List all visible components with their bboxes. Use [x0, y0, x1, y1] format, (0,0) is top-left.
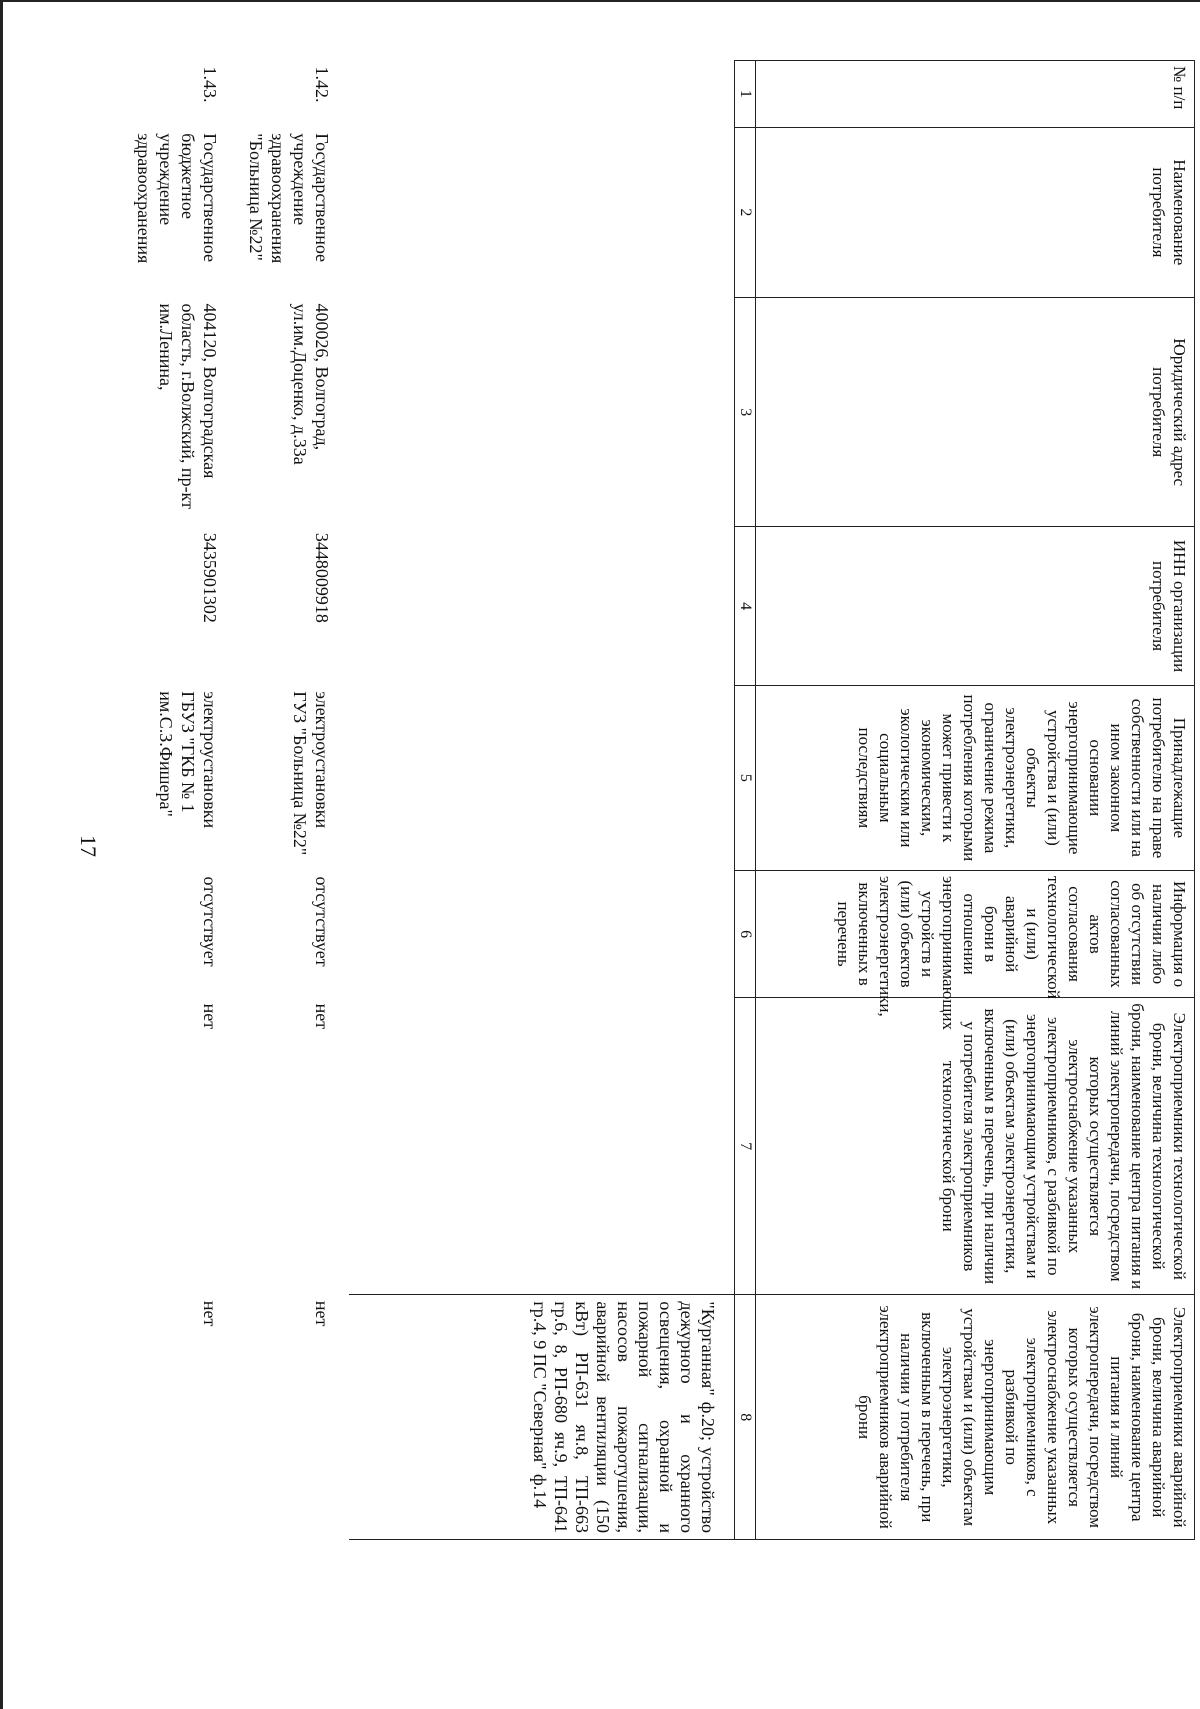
- header-acts: Информация о наличии либо об отсутствии согласованных актов согласования технологической и (или) аварийной брони в отношении энергопринимающих устройств и (или) объектов электроэнергетики, включенных в перечень: [756, 871, 1195, 998]
- devices: электроустановки ГУЗ "Больница №22": [290, 691, 333, 856]
- column-number-row: [735, 61, 756, 1540]
- header-consumer-name: Наименование потребителя: [756, 127, 1195, 297]
- consumer-name: Государственное учреждение здравоохранения "Больница №22": [246, 133, 333, 264]
- header-emergency-reserve: Электроприемники аварийной брони, величина аварийной брони, наименование центра питания и линий электропередачи, посредством которых осуществляется электроснабжение указанных электроприемников, с разбивкой по энергопринимающим устройствам и (или) объектам электроэнергетики, включенным в перечень, при наличии у потребителя электроприемников аварийной брони: [756, 1295, 1195, 1540]
- page-edge-left: [0, 0, 3, 1709]
- legal-address: 400026, Волгоград, ул.им.Доценко, д.33а: [290, 303, 333, 465]
- header-technological-reserve: Электроприемники технологической брони, величина технологической брони, наименование центра питания и линий электропередачи, посредством которых осуществляется электроснабжение указанных электроприемников, с разбивкой по энергопринимающим устройствам и (или) объектам электроэнергетики, включенным в перечень, при наличии у потребителя электроприемников технологической брони: [756, 998, 1195, 1295]
- consumer-name: Государственное бюджетное учреждение здравоохранения: [134, 133, 221, 264]
- table-row: [238, 61, 350, 1540]
- column-number: 6: [735, 871, 756, 998]
- devices: электроустановки ГБУЗ "ГКБ № 1 им.С.З.Фишера": [156, 691, 221, 829]
- column-number: 3: [735, 297, 756, 526]
- row-number: 1.42.: [312, 66, 333, 103]
- inn-value: 3435901302: [200, 532, 221, 623]
- acts-status: отсутствует: [200, 876, 221, 967]
- table-row: [350, 61, 735, 1540]
- header-inn: ИНН организации потребителя: [756, 527, 1195, 685]
- rotated-page: [110, 60, 1195, 1590]
- column-number: 4: [735, 527, 756, 685]
- inn-value: 3448009918: [312, 532, 333, 623]
- table-row: [126, 61, 238, 1540]
- row-number: 1.43.: [200, 66, 221, 103]
- page-edge-top: [0, 0, 1200, 2]
- header-number: № п/п: [756, 61, 1195, 128]
- consumer-table: [126, 60, 1196, 1540]
- emergency-reserve: нет: [312, 1300, 333, 1327]
- column-number: 5: [735, 685, 756, 870]
- column-number: 1: [735, 61, 756, 128]
- column-number: 7: [735, 998, 756, 1295]
- emergency-reserve-continuation: "Курганная" ф.20; устройство дежурного и охранного освещения, охранной и пожарной сигнализации, насосов пожаротушения, аварийной вентиляции (150 кВт) РП-631 яч.8, ТП-663 гр.6, 8, РП-680 яч.9, ТП-641 гр.4, 9 ПС "Северная" ф.14: [350, 1295, 735, 1540]
- header-devices: Принадлежащие потребителю на праве собственности или на ином законном основании энергопринимающие устройства и (или) объекты электроэнергетики, ограничение режима потребления которыми может привести к экономическим, экологическим или социальным последствиям: [756, 685, 1195, 870]
- column-number: 2: [735, 127, 756, 297]
- header-row: [756, 61, 1195, 1540]
- emergency-reserve: нет: [200, 1300, 221, 1327]
- legal-address: 404120, Волгоградская область, г.Волжский, пр-кт им.Ленина,: [156, 303, 221, 509]
- header-legal-address: Юридический адрес потребителя: [756, 297, 1195, 526]
- column-number: 8: [735, 1295, 756, 1540]
- technological-reserve: нет: [200, 1003, 221, 1030]
- acts-status: отсутствует: [312, 876, 333, 967]
- technological-reserve: нет: [312, 1003, 333, 1030]
- page-number: 17: [76, 835, 101, 857]
